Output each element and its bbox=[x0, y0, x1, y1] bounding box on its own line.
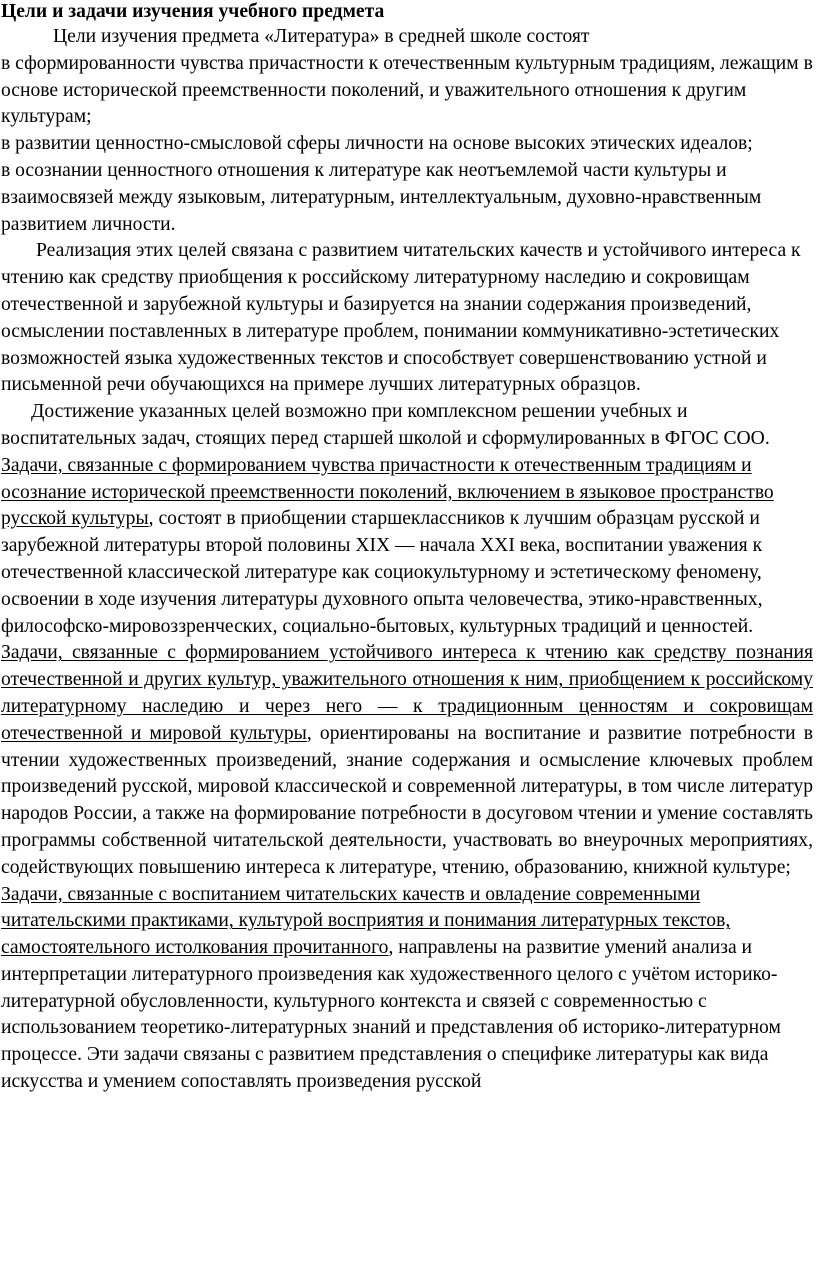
goal-item: в сформированности чувства причастности к отечественным культурным традициям, лежащим в основе исторической преемственности поколений, и уважительного отношения к другим культурам; bbox=[1, 52, 813, 128]
task-paragraph-1 bbox=[1, 453, 813, 641]
realization-paragraph: Реализация этих целей связана с развитием читательских качеств и устойчивого интереса к чтению как средству приобщения к российскому литературному наследию и сокровищам отечественной и зарубежной культуры и базируется на знании содержания произведений, осмыслении поставленных в литературе проблем, понимании коммуникативно-эстетических возможностей языка художественных текстов и способствует совершенствованию устной и письменной речи обучающихся на примере лучших литературных образцов. bbox=[1, 240, 801, 396]
achievement-paragraph: Достижение указанных целей возможно при комплексном решении учебных и воспитательных задач, стоящих перед старшей школой и сформулированных в ФГОС СОО. bbox=[1, 401, 770, 449]
task-paragraph-2 bbox=[1, 640, 813, 881]
task-2-text: , ориентированы на воспитание и развитие потребности в чтении художественных произведений, знание содержания и осмысление ключевых проблем произведений русской, мировой классической и современной литературы, в том числе литератур народов России, а также на формирование потребности в досуговом чтении и умение составлять программы собственной читательской деятельности, участвовать во внеурочных мероприятиях, содействующих повышению интереса к литературе, чтению, образованию, книжной культуре; bbox=[1, 722, 813, 878]
intro-paragraph: Цели изучения предмета «Литература» в средней школе состоят bbox=[53, 26, 590, 47]
goal-item: в осознании ценностного отношения к литературе как неотъемлемой части культуры и взаимосвязей между языковым, литературным, интеллектуальным, духовно-нравственным развитием личности. bbox=[1, 159, 762, 235]
document-heading: Цели и задачи изучения учебного предмета bbox=[1, 1, 385, 22]
goal-item: в развитии ценностно-смысловой сферы личности на основе высоких этических идеалов; bbox=[1, 133, 753, 155]
task-2-title: Задачи, связанные с формированием устойчивого интереса к чтению как средству познания отечественной и других культур, уважительного отношения к ним, приобщением к российскому литературному наследию и через него — к традиционным ценностям и сокровищам отечественной и мировой культуры bbox=[1, 642, 813, 744]
task-3-text: , направлены на развитие умений анализа и интерпретации литературного произведения как художественного целого с учётом историко-литературной обусловленности, культурного контекста и связей с современностью с использованием теоретико-литературных знаний и представления об историко-литературном процессе. Эти задачи связаны с развитием представления о специфике литературы как вида искусства и умением сопоставлять произведения русской bbox=[1, 937, 781, 1093]
task-1-title: Задачи, связанные с формированием чувства причастности к отечественным традициям и осознание исторической преемственности поколений, включением в языковое пространство русской культуры bbox=[1, 454, 774, 530]
task-1-text: , состоят в приобщении старшеклассников к лучшим образцам русской и зарубежной литературы второй половины XIX — начала XXI века, воспитании уважения к отечественной классической литературе как социокультурному и эстетическому феномену, освоении в ходе изучения литературы духовного опыта человечества, этико-нравственных, философско-мировоззренческих, социально-бытовых, культурных традиций и ценностей. bbox=[1, 508, 763, 637]
task-3-title: Задачи, связанные с воспитанием читательских качеств и овладение современными читательскими практиками, культурой восприятия и понимания литературных текстов, самостоятельного истолкования прочитанного bbox=[1, 883, 731, 959]
task-paragraph-3 bbox=[1, 882, 813, 1096]
